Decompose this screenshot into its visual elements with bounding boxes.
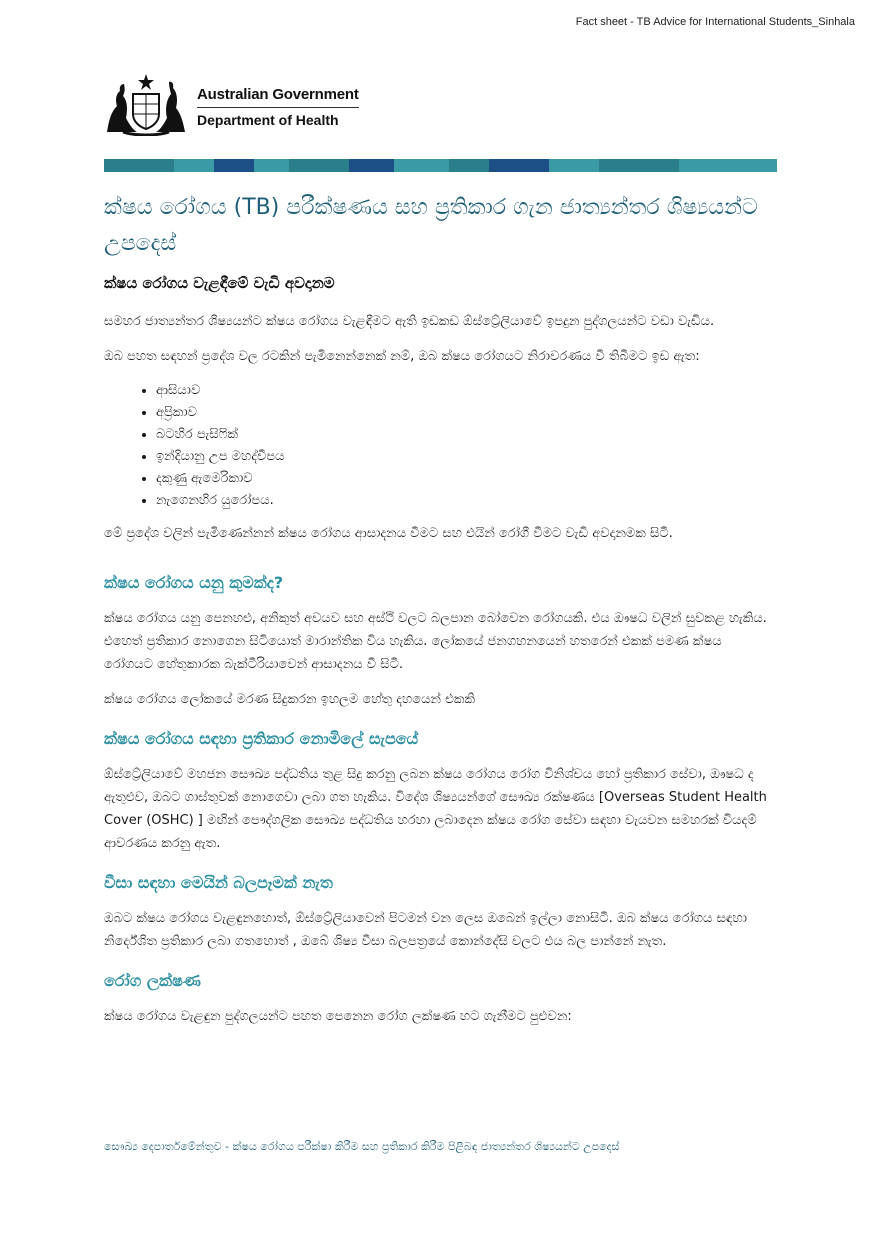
section-heading-symptoms: රෝග ලක්ෂණ: [104, 971, 201, 990]
document-title: ක්ෂය රෝගය (TB) පරීක්ෂණය සහ ප්‍රතිකාර ගැන ජාත්‍යන්තර ශිෂ්‍යයන්ට උපදෙස්: [104, 195, 758, 256]
band-segment: [599, 159, 679, 172]
paragraph: මේ ප්‍රදේශ වලින් පැමිණෙන්නන් ක්ෂය රෝගය ආසාදනය වීමට සහ එයින් රෝගී වීමට වැඩි අවදානමක සිටී.: [104, 526, 673, 541]
band-segment: [489, 159, 549, 172]
section-heading-free-treatment: ක්ෂය රෝගය සඳහා ප්‍රතිකාර නොමිලේ සැපයේ: [104, 729, 419, 748]
australian-government-logo: [103, 72, 363, 138]
list-item: • බටහිර පැසිෆික්: [156, 424, 774, 446]
band-segment: [289, 159, 349, 172]
section-heading-what-is-tb: ක්ෂය රෝගය යනු කුමක්ද?: [104, 573, 284, 592]
color-band: [104, 159, 777, 172]
paragraph: ක්ෂය රෝගය වැළඳුන පුද්ගලයන්ට පහත පෙනෙන රෝග ලක්ෂණ හට ගැනීමට පුළුවන:: [104, 1009, 572, 1024]
band-segment: [254, 159, 289, 172]
band-segment: [549, 159, 599, 172]
paragraph: ක්ෂය රෝගය යනු පෙනහළු, අනිකුත් අවයව සහ අස්ථි වලට බලපාන බෝවෙන රෝගයකි. එය ඖෂධ වලින් සුවකළ හැකිය. එහෙත් ප්‍රතිකාර නොගෙන සිටියොත් මාරාන්තික විය හැකිය. ලෝකයේ ජනගහනයෙන් හතරෙන් එකක් පමණ ක්ෂය රෝගයට හේතුකාරක බැක්ටීරියාවෙන් ආසාදනය වී සිටී.: [104, 611, 767, 672]
band-segment: [679, 159, 777, 172]
logo-line-government: Australian Government: [197, 86, 359, 108]
paragraph: සමහර ජාත්‍යන්තර ශිෂ්‍යයන්ට ක්ෂය රෝගය වැළඳීමට ඇති ඉඩකඩ ඕස්ට්‍රේලියාවේ ඉපදුන පුද්ගලයන්ට වඩා වැඩිය.: [104, 314, 715, 329]
paragraph: ඔබ පහත සඳහන් ප්‍රදේශ වල රටකින් පැමිනෙන්නෙක් නම්, ඔබ ක්ෂය රෝගයට නිරාවරණය වී තිබීමට ඉඩ ඇත:: [104, 349, 700, 364]
list-item: • ආසියාව: [156, 380, 774, 402]
coat-of-arms-icon: [103, 72, 189, 136]
section-heading-high-risk: ක්ෂය රෝගය වැළඳීමේ වැඩි අවදානම: [104, 274, 335, 292]
band-segment: [449, 159, 489, 172]
main-content: [104, 274, 774, 1040]
band-segment: [214, 159, 254, 172]
band-segment: [104, 159, 174, 172]
band-segment: [174, 159, 214, 172]
header-note: Fact sheet - TB Advice for International Students_Sinhala: [575, 16, 855, 28]
logo-line-department: Department of Health: [197, 112, 339, 128]
band-segment: [394, 159, 449, 172]
section-heading-visa: වීසා සඳහා මෙයින් බලපෑමක් නැත: [104, 873, 333, 892]
band-segment: [349, 159, 394, 172]
list-item: • ඉන්දියානු උප මහද්වීපය: [156, 446, 774, 468]
paragraph: ඕස්ට්‍රේලියාවේ මහජන සෞඛ්‍ය පද්ධතිය තුළ සිදු කරනු ලබන ක්ෂය රෝගය රෝග විනිශ්චය හෝ ප්‍රතිකාර සේවා, ඖෂධ ද ඇතුළුව, ඔබට ගාස්තුවක් නොගෙවා ලබා ගත හැකිය. විදේශ ශිෂ්‍යයන්ගේ සෞඛ්‍ය රක්ෂණය [Overseas Student Health Cover (OSHC) ] මඟින් පෞද්ගලික සෞඛ්‍ය පද්ධතිය හරහා ලබාදෙන ක්ෂය රෝග සේවා සඳහා වැයවන සමහරක් වියදම් ආවරණය කරනු ඇත.: [104, 767, 767, 851]
list-item: • අප්‍රිකාව: [156, 402, 774, 424]
paragraph: ඔබට ක්ෂය රෝගය වැළඳුනහොත්, ඕස්ට්‍රේලියාවෙන් පිටමන් වන ලෙස ඔබෙන් ඉල්ලා නොසිටී. ඔබ ක්ෂය රෝගය සඳහා නිර්දේශිත ප්‍රතිකාර ලබා ගතහොත් , ඔබේ ශිෂ්‍ය වීසා බලපත්‍රයේ කොන්දේසි වලට එය බල පාන්නේ නැත.: [104, 911, 747, 949]
page-footer: සෞඛ්‍ය දෙපාර්තමේන්තුව - ක්ෂය රෝගය පරීක්ෂා කිරීම සහ ප්‍රතිකාර කිරීම පිළිබඳ ජාත්‍යන්තර ශිෂ්‍යයන්ට උපදෙස්: [104, 1140, 620, 1153]
paragraph: ක්ෂය රෝගය ලෝකයේ මරණ සිදුකරන ඉහලම හේතු දහයෙන් එකකි: [104, 692, 476, 707]
regions-list: [104, 380, 774, 512]
list-item: • නැගෙනහිර යුරෝපය.: [156, 490, 774, 512]
list-item: • දකුණු ඇමෙරිකාව: [156, 468, 774, 490]
